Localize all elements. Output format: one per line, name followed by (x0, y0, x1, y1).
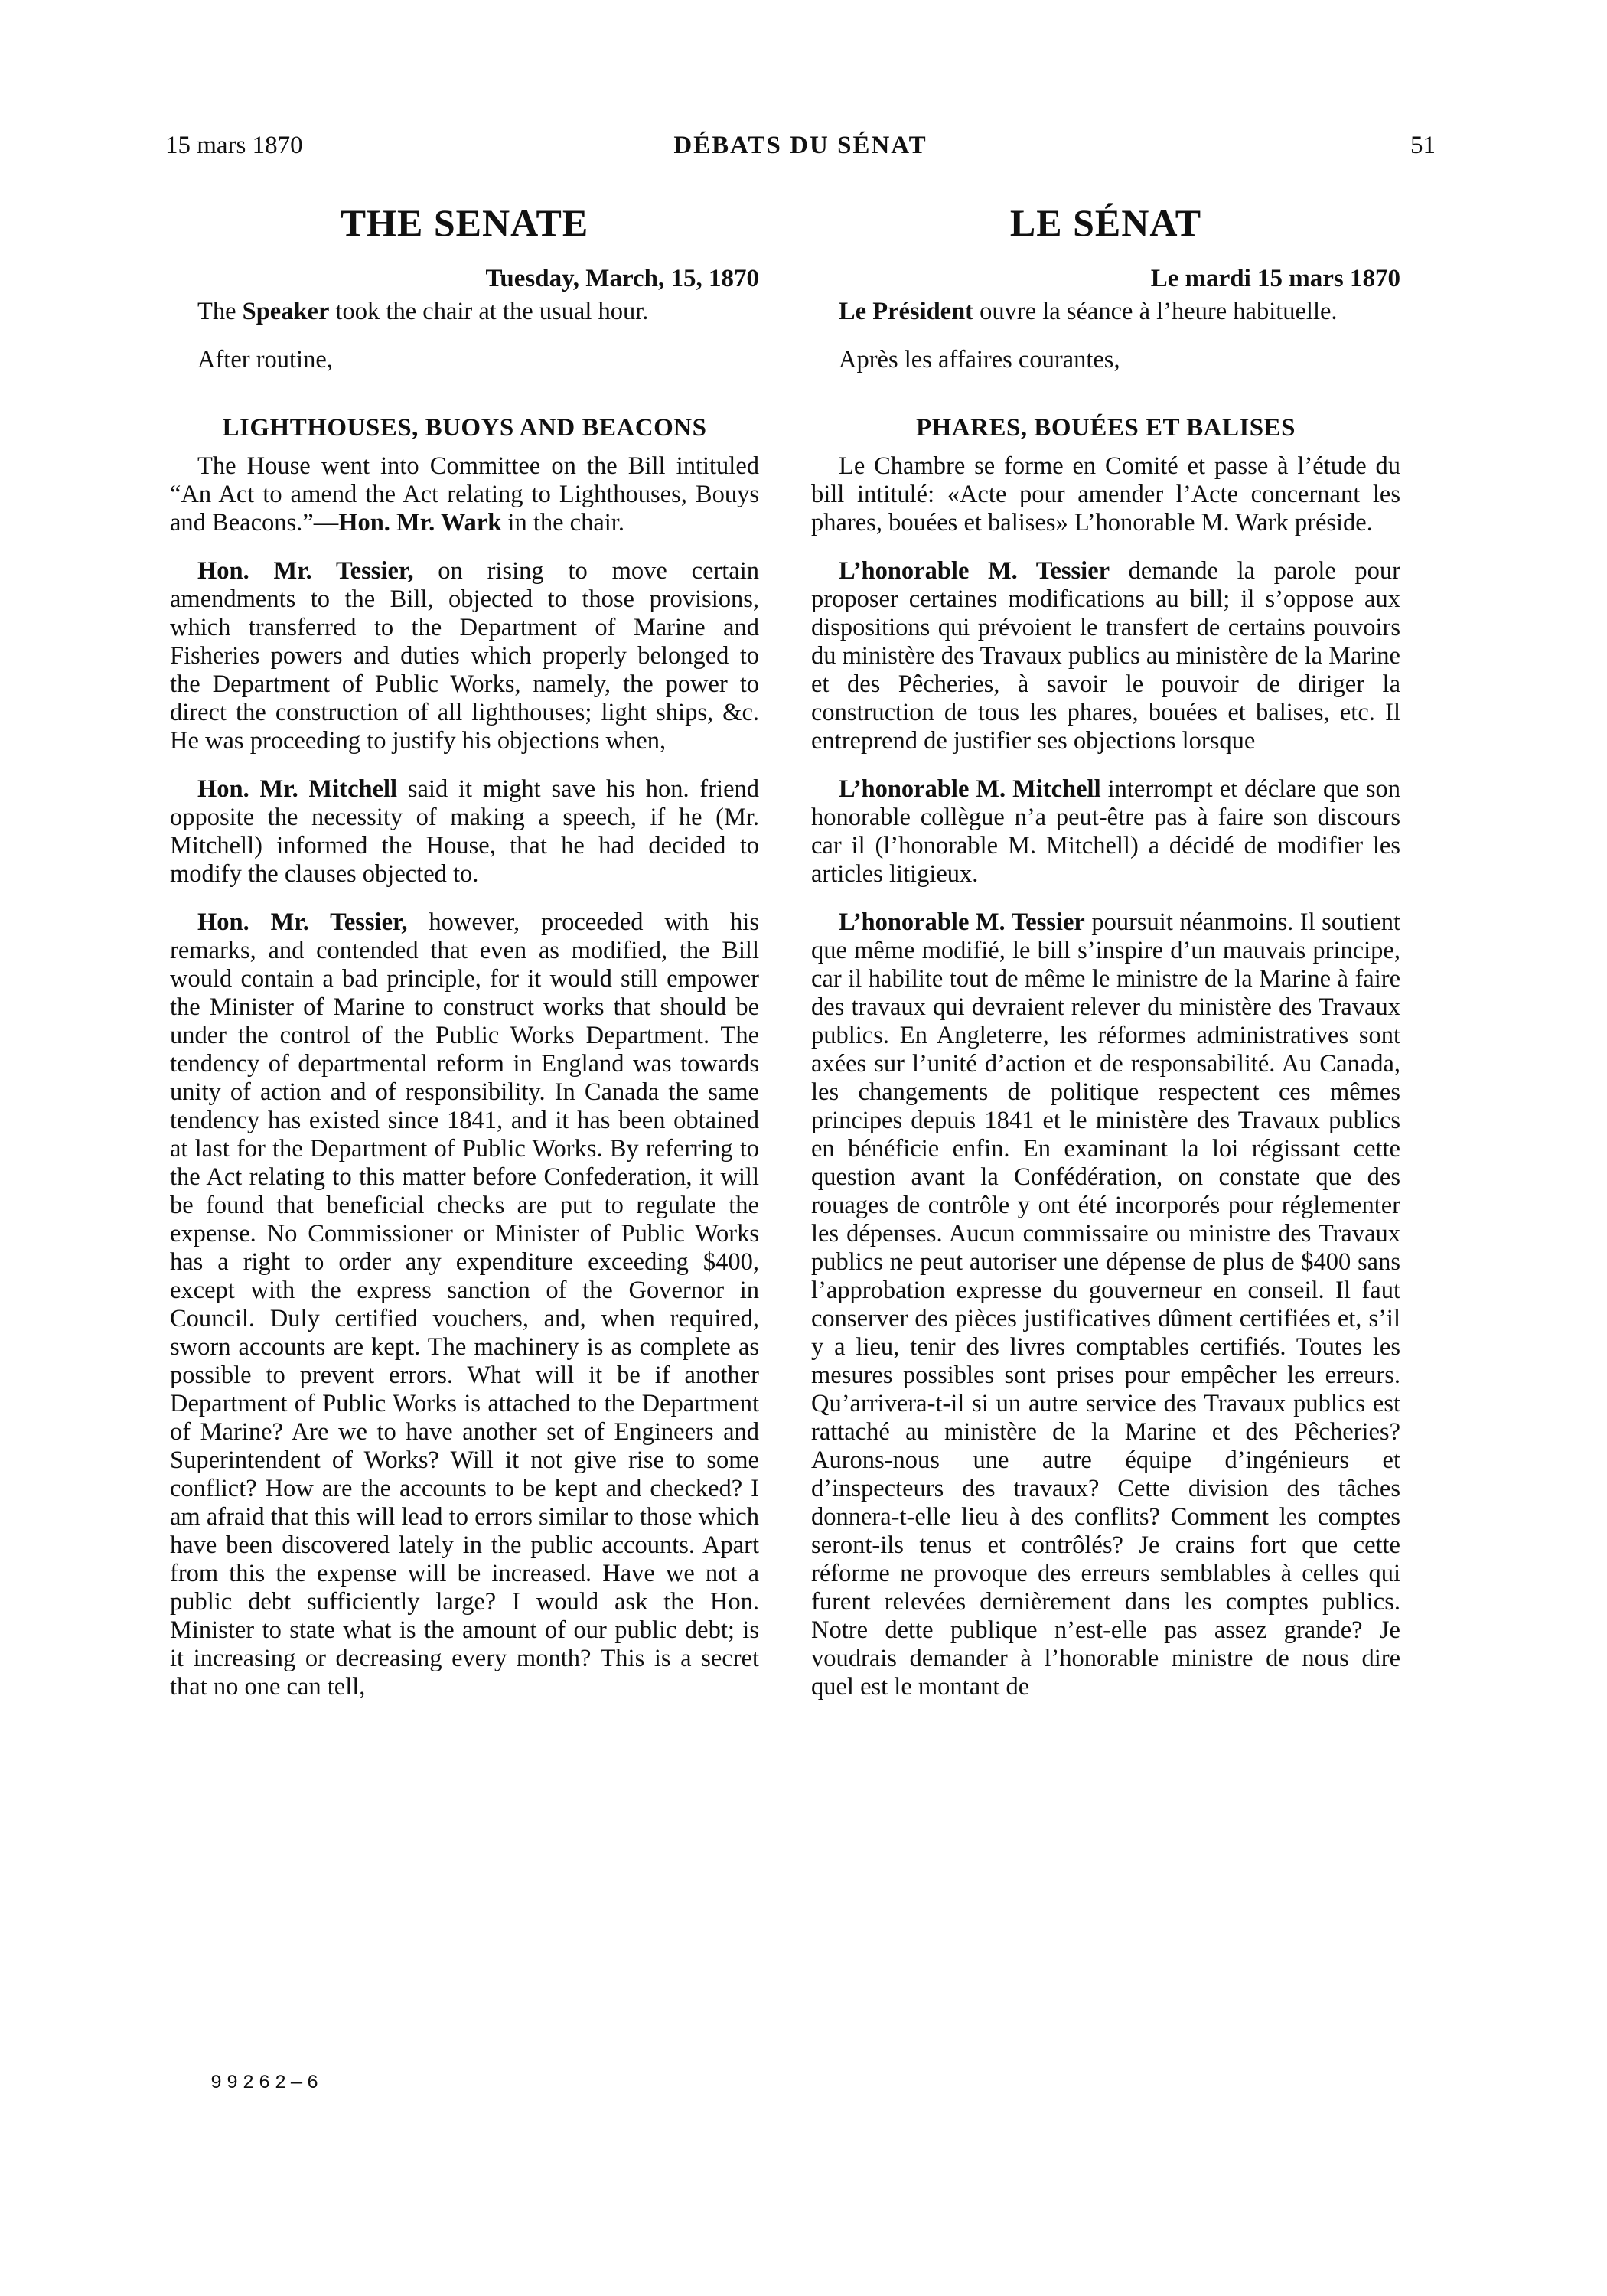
french-paragraph-tessier-1 (811, 557, 1400, 755)
french-p5-text: interrompt et déclare que son honorable collègue n’a peut-être pas à faire son discours car il (l’honorable M. Mitchell) a décidé de modifier les articles litigieux. (811, 775, 1400, 888)
french-sitting-date: Le mardi 15 mars 1870 (1150, 265, 1400, 292)
running-head-title: DÉBATS DU SÉNAT (673, 132, 927, 159)
french-paragraph-committee: Le Chambre se forme en Comité et passe à l’étude du bill intitulé: «Acte pour amender l’Acte concernant les phares, bouées et balises» L’honorable M. Wark préside. (811, 452, 1400, 536)
french-p1-speaker: Le Président (839, 298, 974, 325)
english-paragraph-tessier-1 (170, 557, 759, 755)
french-p1-text: ouvre la séance à l’heure habituelle. (973, 298, 1338, 325)
english-p3-after: in the chair. (501, 509, 624, 536)
french-p4-speaker: L’honorable M. Tessier (839, 557, 1110, 585)
french-column (811, 201, 1400, 1701)
english-paragraph-speaker (170, 298, 759, 326)
french-paragraph-routine: Après les affaires courantes, (839, 346, 1120, 373)
english-paragraph-mitchell (170, 775, 759, 889)
english-p6-speaker: Hon. Mr. Tessier, (197, 908, 408, 936)
french-paragraph-president (811, 298, 1400, 326)
english-paragraph-routine: After routine, (197, 346, 333, 373)
english-p5-speaker: Hon. Mr. Mitchell (197, 775, 398, 803)
english-paragraph-committee (170, 452, 759, 537)
page-number: 51 (1410, 132, 1436, 159)
english-paragraph-tessier-2 (170, 908, 759, 1701)
english-p4-speaker: Hon. Mr. Tessier, (197, 557, 414, 585)
english-p3-speaker: Hon. Mr. Wark (338, 509, 502, 536)
running-head-date: 15 mars 1870 (165, 132, 303, 159)
footer-print-code: 99262—6 (210, 2072, 324, 2094)
english-p1-speaker: Speaker (242, 298, 330, 325)
english-p5-text: said it might save his hon. friend opposite the necessity of making a speech, if he (Mr. Mitchell) informed the House, that he had decided to modify the clauses objected to. (170, 775, 759, 888)
french-paragraph-mitchell (811, 775, 1400, 889)
english-column (170, 201, 759, 1701)
english-p1-prefix: The (197, 298, 243, 325)
french-house-title: LE SÉNAT (1009, 201, 1202, 244)
running-head (165, 132, 1436, 165)
french-section-heading: PHARES, BOUÉES ET BALISES (915, 414, 1296, 442)
english-p4-text: on rising to move certain amendments to the Bill, objected to those provisions, which transferred to the Department of Marine and Fisheries powers and duties which properly belonged to the Department of Public Works, namely, the power to direct the construction of all lighthouses; light ships, &c. He was proceeding to justify his objections when, (170, 557, 759, 755)
french-p6-text: poursuit néanmoins. Il soutient que même modifié, le bill s’inspire d’un mauvais principe, car il habilite tout de même le ministre de la Marine à faire des travaux qui devraient relever du ministère des Travaux publics. En Angleterre, les réformes administratives sont axées sur l’unité d’action et de responsabilité. Au Canada, les changements de politique respectent ces mêmes principes depuis 1841 et le ministère des Travaux publics en bénéficie enfin. En examinant la loi régissant cette question avant la Confédération, on constate que des rouages de contrôle y ont été incorporés pour réglementer les dépenses. Aucun commissaire ou ministre des Travaux publics ne peut autoriser une dépense de plus de $400 sans l’approbation expresse du gouverneur en conseil. Il faut conserver des pièces justificatives dûment certifiées et, s’il y a lieu, tenir des livres comptables certifiés. Toutes les mesures possibles sont prises pour empêcher les erreurs. Qu’arrivera-t-il si un autre service des Travaux publics est rattaché au ministère de la Marine et des Pêcheries? Aurons-nous une autre équipe d’ingénieurs et d’inspecteurs des travaux? Cette division des tâches donnera-t-elle lieu à des conflits? Comment les comptes seront-ils tenus et contrôlés? Je crains fort que cette réforme ne provoque des erreurs semblables à celles qui furent relevées dernièrement dans les comptes publics. Notre dette publique n’est-elle pas assez grande? Je voudrais demander à l’honorable ministre de nous dire quel est le montant de (811, 908, 1400, 1701)
french-p6-speaker: L’honorable M. Tessier (839, 908, 1085, 936)
english-section-heading: LIGHTHOUSES, BUOYS AND BEACONS (222, 414, 707, 442)
english-p1-text: took the chair at the usual hour. (329, 298, 649, 325)
french-paragraph-tessier-2 (811, 908, 1400, 1701)
english-sitting-date: Tuesday, March, 15, 1870 (485, 265, 759, 292)
english-p3-text: The House went into Committee on the Bill intituled “An Act to amend the Act relating to Lighthouses, Bouys and Beacons.”— (170, 452, 759, 536)
english-p6-text: however, proceeded with his remarks, and contended that even as modified, the Bill would contain a bad principle, for it would still empower the Minister of Marine to construct works that should be under the control of the Public Works Department. The tendency of departmental reform in England was towards unity of action and of responsibility. In Canada the same tendency has existed since 1841, and it has been obtained at last for the Department of Public Works. By referring to the Act relating to this matter before Confederation, it will be found that beneficial checks are put to regulate the expense. No Commissioner or Minister of Public Works has a right to order any expenditure exceeding $400, except with the express sanction of the Governor in Council. Duly certified vouchers, and, when required, sworn accounts are kept. The machinery is as complete as possible to prevent errors. What will it be if another Department of Public Works is attached to the Department of Marine? Are we to have another set of Engineers and Superintendent of Works? Will it not give rise to some conflict? How are the accounts to be kept and checked? I am afraid that this will lead to errors similar to those which have been discovered lately in the public accounts. Apart from this the expense will be increased. Have we not a public debt sufficiently large? I would ask the Hon. Minister to state what is the amount of our public debt; is it increasing or decreasing every month? This is a secret that no one can tell, (170, 908, 759, 1701)
french-p4-text: demande la parole pour proposer certaines modifications au bill; il s’oppose aux dispositions qui prévoient le transfert de certains pouvoirs du ministère des Travaux publics au ministère de la Marine et des Pêcheries, à savoir le pouvoir de diriger la construction de tous les phares, bouées et balises, etc. Il entreprend de justifier ses objections lorsque (811, 557, 1400, 755)
french-p5-speaker: L’honorable M. Mitchell (839, 775, 1101, 803)
english-house-title: THE SENATE (340, 201, 589, 244)
